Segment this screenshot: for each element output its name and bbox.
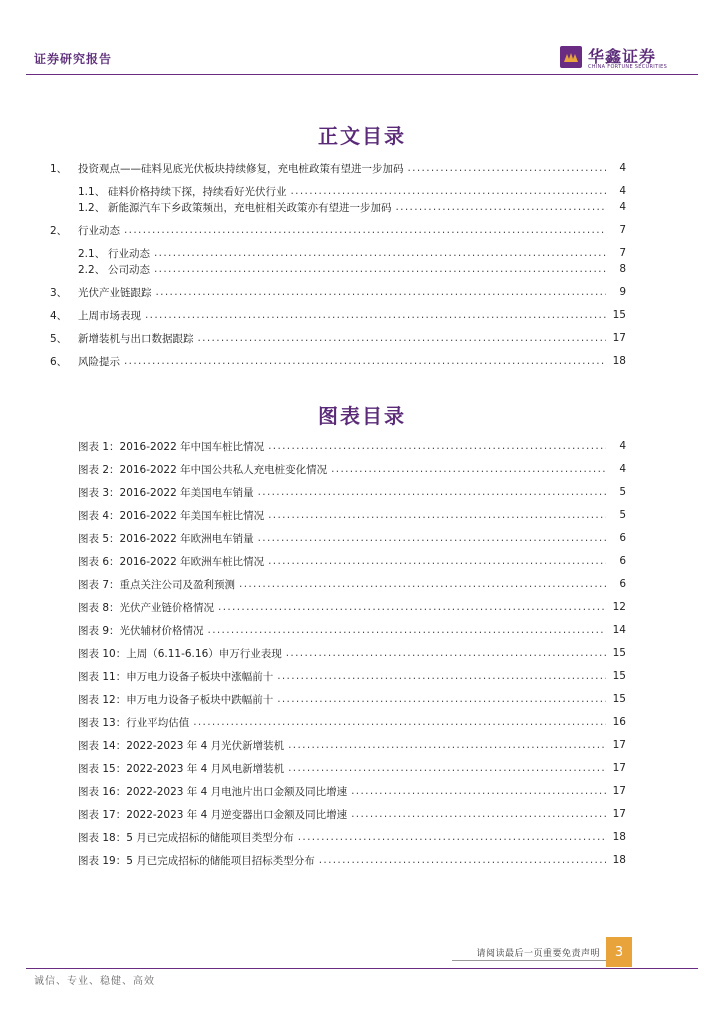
figure-toc-entry-page: 18 — [612, 854, 626, 866]
figure-toc-entry-page: 14 — [612, 624, 626, 636]
toc-entry[interactable] — [50, 353, 626, 369]
figure-toc-entry[interactable] — [78, 576, 626, 592]
figure-toc-entry[interactable] — [78, 622, 626, 638]
toc-entry-page: 4 — [619, 162, 626, 174]
figure-toc-entry-text: 图表 8：光伏产业链价格情况 — [78, 601, 215, 614]
figure-toc-entry-page: 12 — [612, 601, 626, 613]
toc-entry-page: 7 — [619, 224, 626, 236]
footer-note-underline — [452, 960, 606, 961]
figure-toc-entry-page: 17 — [612, 808, 626, 820]
toc-entry[interactable] — [50, 307, 626, 323]
figure-toc-title: 图表目录 — [318, 404, 406, 428]
toc-leader-dots — [145, 309, 606, 321]
toc-entry-page: 9 — [619, 286, 626, 298]
toc-entry-text: 风险提示 — [78, 355, 120, 368]
toc-entry-number: 3、 — [50, 286, 68, 299]
toc-leader-dots — [124, 355, 606, 367]
figure-toc-entry-page: 15 — [612, 693, 626, 705]
toc-entry-number: 1.1、 — [78, 185, 106, 198]
logo-company-name: 华鑫证券 — [588, 47, 657, 66]
figure-toc-entry-text: 图表 10：上周（6.11-6.16）申万行业表现 — [78, 647, 282, 660]
toc-entry-page: 15 — [612, 309, 626, 321]
toc-entry-text: 行业动态 — [108, 247, 150, 260]
figure-toc-entry-text: 图表 15：2022-2023 年 4 月风电新增装机 — [78, 762, 285, 775]
figure-toc-entry-page: 4 — [619, 440, 626, 452]
toc-leader-dots — [258, 486, 606, 498]
figure-toc-entry[interactable] — [78, 829, 626, 845]
toc-leader-dots — [208, 624, 606, 636]
figure-toc-entry-page: 4 — [619, 463, 626, 475]
report-type-label: 证券研究报告 — [34, 52, 113, 66]
logo-company-subtitle: CHINA FORTUNE SECURITIES — [588, 64, 668, 70]
toc-leader-dots — [277, 670, 606, 682]
figure-toc-entry-text: 图表 16：2022-2023 年 4 月电池片出口金额及同比增速 — [78, 785, 348, 798]
figure-toc-entry-page: 6 — [619, 532, 626, 544]
figure-toc-entry[interactable] — [78, 668, 626, 684]
toc-entry-text: 硅料价格持续下探，持续看好光伏行业 — [108, 185, 287, 198]
figure-toc-entry-page: 16 — [612, 716, 626, 728]
toc-leader-dots — [193, 716, 606, 728]
figure-toc-entry[interactable] — [78, 852, 626, 868]
toc-entry-number: 2.2、 — [78, 263, 106, 276]
toc-leader-dots — [408, 162, 607, 174]
figure-toc-entry[interactable] — [78, 553, 626, 569]
figure-toc-entry-page: 6 — [619, 555, 626, 567]
figure-toc-entry[interactable] — [78, 507, 626, 523]
toc-entry[interactable] — [78, 183, 626, 199]
figure-toc-entry[interactable] — [78, 806, 626, 822]
figure-toc-entry-page: 15 — [612, 647, 626, 659]
figure-toc-entry-text: 图表 17：2022-2023 年 4 月逆变器出口金额及同比增速 — [78, 808, 348, 821]
toc-entry[interactable] — [50, 160, 626, 176]
toc-leader-dots — [291, 185, 607, 197]
toc-leader-dots — [156, 286, 607, 298]
logo-emblem-icon — [560, 46, 582, 68]
header-divider — [26, 74, 698, 75]
toc-entry-text: 上周市场表现 — [78, 309, 141, 322]
toc-leader-dots — [268, 440, 606, 452]
toc-leader-dots — [298, 831, 606, 843]
toc-leader-dots — [396, 201, 607, 213]
toc-leader-dots — [288, 739, 606, 751]
toc-leader-dots — [268, 509, 606, 521]
toc-entry[interactable] — [50, 284, 626, 300]
toc-leader-dots — [198, 332, 607, 344]
figure-toc-entry[interactable] — [78, 760, 626, 776]
figure-toc-entry-text: 图表 2：2016-2022 年中国公共私人充电桩变化情况 — [78, 463, 328, 476]
toc-leader-dots — [331, 463, 606, 475]
figure-toc-entry[interactable] — [78, 691, 626, 707]
toc-entry-text: 新增装机与出口数据跟踪 — [78, 332, 194, 345]
toc-leader-dots — [277, 693, 606, 705]
toc-entry-text: 新能源汽车下乡政策频出，充电桩相关政策亦有望进一步加码 — [108, 201, 392, 214]
toc-entry-page: 18 — [612, 355, 626, 367]
toc-leader-dots — [154, 263, 606, 275]
figure-toc-entry-text: 图表 19：5 月已完成招标的储能项目招标类型分布 — [78, 854, 315, 867]
toc-leader-dots — [258, 532, 606, 544]
figure-toc-entry[interactable] — [78, 530, 626, 546]
disclaimer-note[interactable]: 请阅读最后一页重要免责声明 — [476, 949, 600, 959]
page-number-badge: 3 — [606, 937, 632, 967]
figure-toc-entry-text: 图表 6：2016-2022 年欧洲车桩比情况 — [78, 555, 265, 568]
toc-leader-dots — [288, 762, 606, 774]
toc-leader-dots — [286, 647, 606, 659]
toc-entry-number: 2、 — [50, 224, 68, 237]
figure-toc-entry-text: 图表 4：2016-2022 年美国车桩比情况 — [78, 509, 265, 522]
toc-entry[interactable] — [78, 199, 626, 215]
figure-toc-entry[interactable] — [78, 645, 626, 661]
toc-entry-number: 4、 — [50, 309, 68, 322]
toc-leader-dots — [268, 555, 606, 567]
toc-entry-text: 行业动态 — [78, 224, 120, 237]
figure-toc-entry-text: 图表 12：申万电力设备子板块中跌幅前十 — [78, 693, 274, 706]
page-header — [0, 0, 724, 78]
toc-entry-text: 光伏产业链跟踪 — [78, 286, 152, 299]
toc-entry-number: 2.1、 — [78, 247, 106, 260]
footer-divider — [26, 968, 698, 969]
figure-toc-entry[interactable] — [78, 484, 626, 500]
figure-toc-entry[interactable] — [78, 737, 626, 753]
figure-toc-entry-text: 图表 13：行业平均估值 — [78, 716, 190, 729]
figure-toc-entry-text: 图表 14：2022-2023 年 4 月光伏新增装机 — [78, 739, 285, 752]
figure-toc-entry-text: 图表 1：2016-2022 年中国车桩比情况 — [78, 440, 265, 453]
figure-toc-entry[interactable] — [78, 599, 626, 615]
toc-entry-number: 1.2、 — [78, 201, 106, 214]
figure-toc-entry-page: 17 — [612, 785, 626, 797]
figure-toc-entry-text: 图表 7：重点关注公司及盈利预测 — [78, 578, 236, 591]
figure-toc-entry-page: 5 — [619, 509, 626, 521]
toc-leader-dots — [319, 854, 606, 866]
figure-toc-entry-page: 18 — [612, 831, 626, 843]
toc-leader-dots — [239, 578, 606, 590]
toc-entry[interactable] — [50, 222, 626, 238]
toc-leader-dots — [154, 247, 606, 259]
toc-entry-number: 6、 — [50, 355, 68, 368]
toc-entry-page: 4 — [619, 185, 626, 197]
figure-toc-entry[interactable] — [78, 783, 626, 799]
toc-entry-page: 8 — [619, 263, 626, 275]
toc-entry-page: 17 — [612, 332, 626, 344]
figure-toc-entry-page: 5 — [619, 486, 626, 498]
toc-entry-page: 4 — [619, 201, 626, 213]
figure-toc-entry-page: 6 — [619, 578, 626, 590]
toc-entry-page: 7 — [619, 247, 626, 259]
toc-entry[interactable] — [50, 330, 626, 346]
toc-entry[interactable] — [78, 261, 626, 277]
main-toc-title: 正文目录 — [318, 124, 406, 148]
figure-toc-entry-text: 图表 5：2016-2022 年欧洲电车销量 — [78, 532, 254, 545]
toc-leader-dots — [351, 785, 606, 797]
figure-toc-entry-text: 图表 9：光伏辅材价格情况 — [78, 624, 204, 637]
figure-toc-entry-page: 17 — [612, 762, 626, 774]
toc-entry-text: 公司动态 — [108, 263, 150, 276]
toc-leader-dots — [124, 224, 606, 236]
toc-entry-text: 投资观点——硅料见底光伏板块持续修复，充电桩政策有望进一步加码 — [78, 162, 404, 175]
toc-entry-number: 5、 — [50, 332, 68, 345]
figure-toc-entry[interactable] — [78, 461, 626, 477]
figure-toc-entry[interactable] — [78, 714, 626, 730]
toc-leader-dots — [351, 808, 606, 820]
figure-toc-entry-text: 图表 3：2016-2022 年美国电车销量 — [78, 486, 254, 499]
figure-toc-entry-text: 图表 18：5 月已完成招标的储能项目类型分布 — [78, 831, 294, 844]
toc-entry[interactable] — [78, 245, 626, 261]
figure-toc-entry[interactable] — [78, 438, 626, 454]
figure-toc-entry-page: 15 — [612, 670, 626, 682]
company-logo — [560, 46, 700, 74]
toc-entry-number: 1、 — [50, 162, 68, 175]
figure-toc-entry-page: 17 — [612, 739, 626, 751]
figure-toc-entry-text: 图表 11：申万电力设备子板块中涨幅前十 — [78, 670, 274, 683]
toc-leader-dots — [218, 601, 606, 613]
company-slogan: 诚信、专业、稳健、高效 — [34, 976, 155, 987]
